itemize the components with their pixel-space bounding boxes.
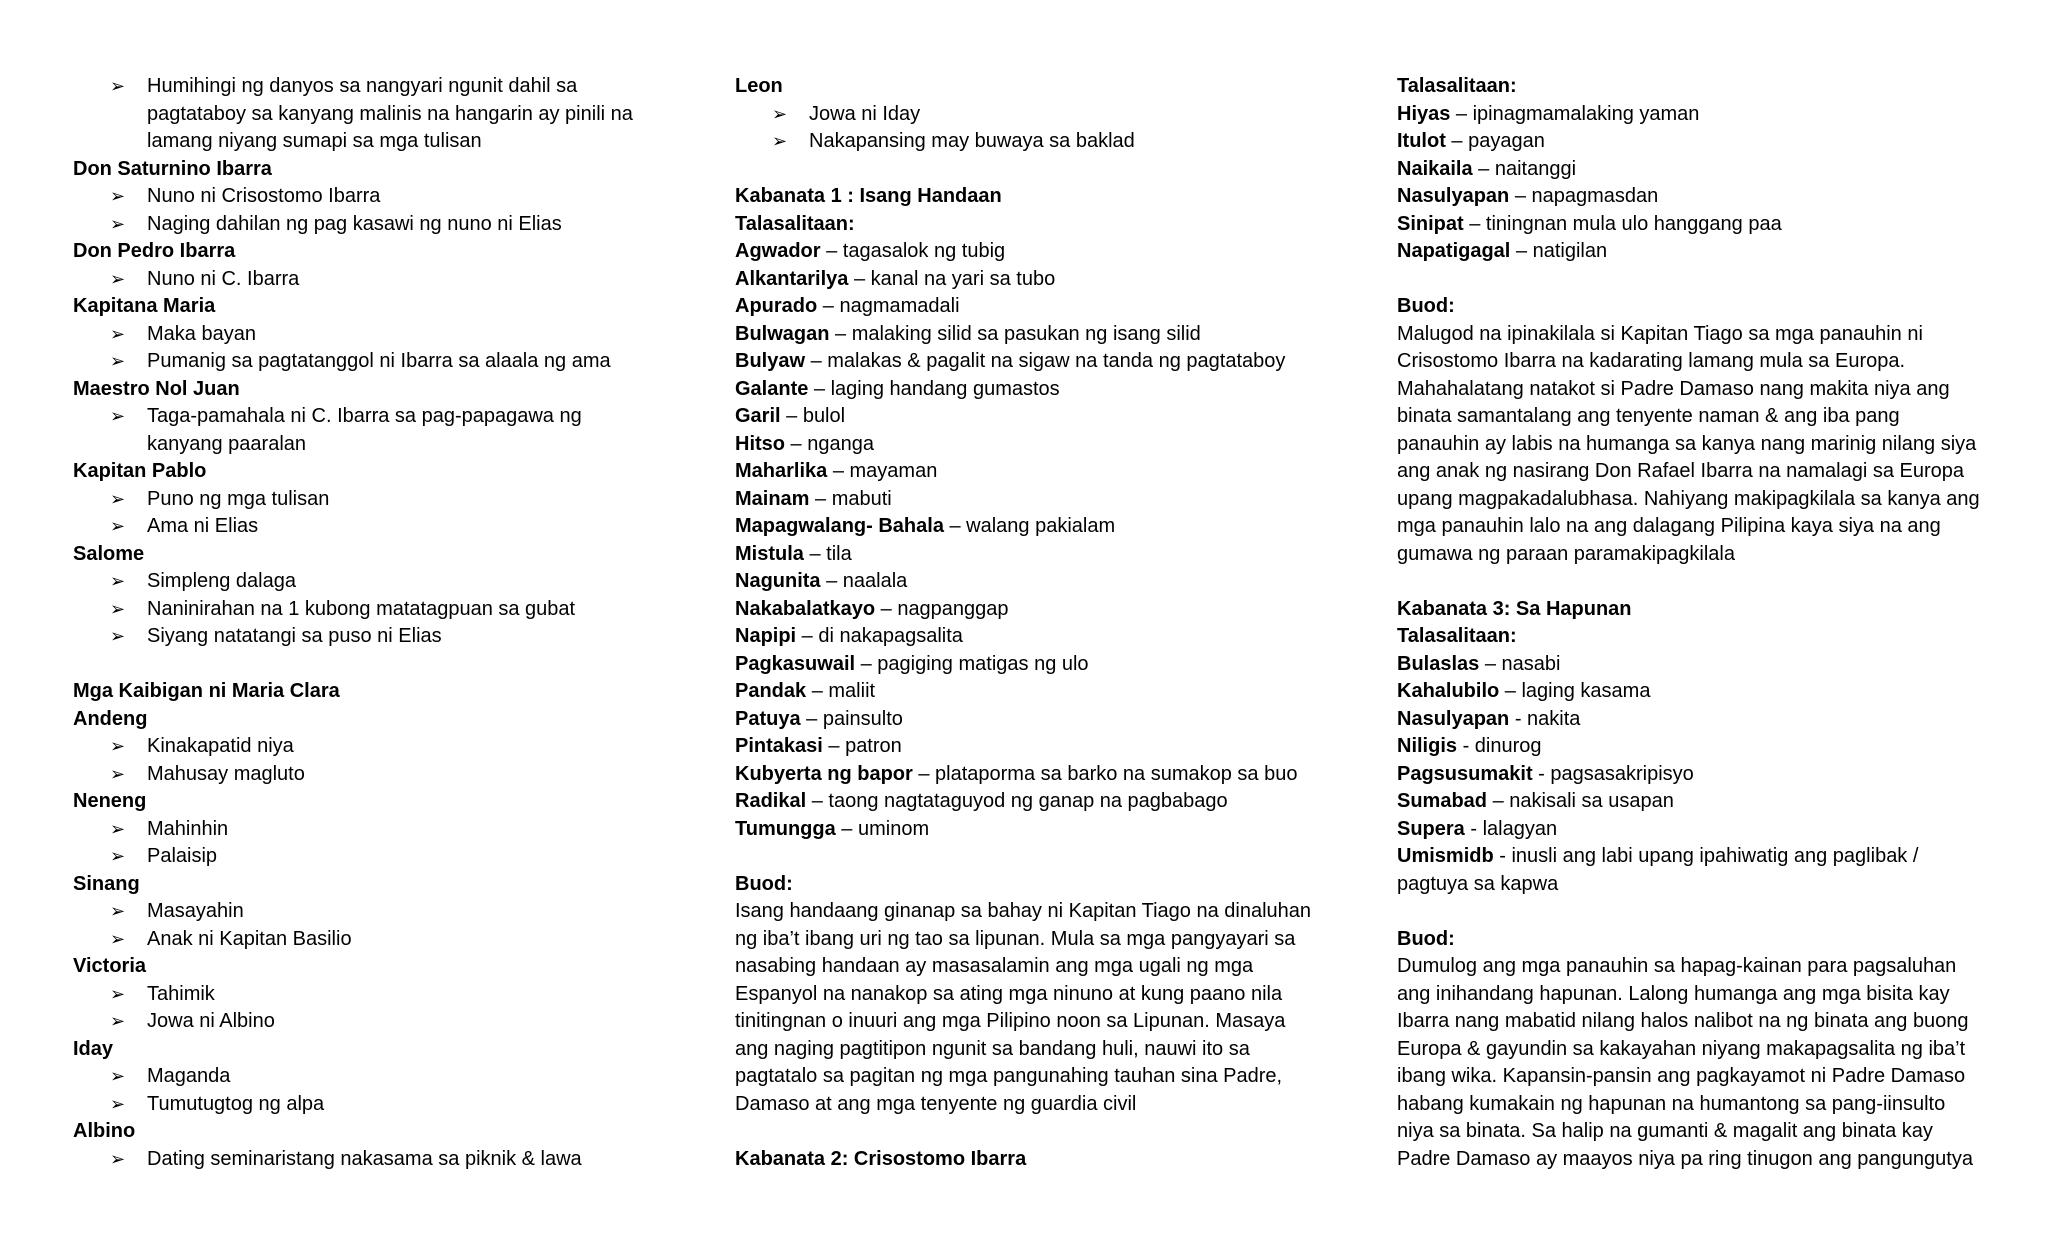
glossary-entry	[1397, 211, 1997, 239]
glossary-definition: – laging handang gumastos	[808, 377, 1060, 400]
glossary-entry	[1397, 156, 1997, 184]
bullet-item	[73, 596, 673, 624]
bullet-text-line: Mahusay magluto	[147, 762, 305, 785]
bullet-item	[73, 623, 673, 651]
glossary-term: Naikaila	[1397, 157, 1473, 180]
glossary-term: Galante	[735, 377, 809, 400]
glossary-term: Pagsusumakit	[1397, 762, 1533, 785]
bullet-item	[73, 1146, 673, 1174]
paragraph-line: niya sa binata. Sa halip na gumanti & magalit ang binata kay	[1397, 1120, 1933, 1142]
section-heading: Kapitan Pablo	[73, 460, 207, 482]
glossary-entry	[1397, 733, 1997, 761]
section-heading: Kapitana Maria	[73, 295, 216, 317]
glossary-definition: – tagasalok ng tubig	[820, 240, 1006, 262]
arrow-bullet-icon: ➢	[110, 186, 126, 206]
bullet-item	[73, 568, 673, 596]
glossary-definition: – napagmasdan	[1509, 185, 1659, 207]
glossary-definition: – naitanggi	[1472, 157, 1577, 180]
bullet-item	[73, 816, 673, 844]
glossary-term: Sinipat	[1397, 212, 1464, 235]
glossary-term: Alkantarilya	[735, 267, 849, 290]
section-heading: Mga Kaibigan ni Maria Clara	[73, 680, 340, 702]
bullet-text-line: lamang niyang sumapi sa mga tulisan	[147, 130, 482, 152]
section-heading: Don Saturnino Ibarra	[73, 157, 272, 180]
section-heading: Kabanata 1 : Isang Handaan	[735, 185, 1002, 207]
glossary-definition: – plataporma sa barko na sumakop sa buo	[912, 762, 1298, 785]
glossary-term: Bulwagan	[735, 322, 830, 345]
glossary-entry	[1397, 761, 1997, 789]
glossary-entry	[735, 431, 1335, 459]
glossary-term: Supera	[1397, 817, 1465, 840]
paragraph-line: tinitingnan o inuuri ang mga Pilipino noon sa Lipunan. Masaya	[735, 1010, 1286, 1032]
bullet-text-line: Siyang natatangi sa puso ni Elias	[147, 625, 442, 647]
glossary-entry	[735, 293, 1335, 321]
bullet-item	[73, 513, 673, 541]
glossary-term: Mistula	[735, 542, 804, 565]
bullet-text-line: Nuno ni Crisostomo Ibarra	[147, 185, 381, 207]
bullet-text-line: Jowa ni Iday	[809, 102, 921, 125]
bullet-item	[73, 1091, 673, 1119]
glossary-entry	[735, 486, 1335, 514]
paragraph-line: ibang wika. Kapansin-pansin ang pagkayamot ni Padre Damaso	[1397, 1065, 1966, 1087]
bullet-text-line: Nakapansing may buwaya sa baklad	[809, 130, 1135, 152]
glossary-definition: – taong nagtataguyod ng ganap na pagbabago	[806, 790, 1228, 812]
arrow-bullet-icon: ➢	[110, 928, 126, 949]
bullet-text-line: Dating seminaristang nakasama sa piknik & lawa	[147, 1147, 582, 1170]
section-heading: Talasalitaan:	[735, 212, 855, 235]
glossary-term: Sumabad	[1397, 790, 1488, 812]
glossary-definition: - pagsasakripisyo	[1532, 762, 1694, 785]
glossary-definition: – kanal na yari sa tubo	[848, 267, 1056, 290]
bullet-text-line: Anak ni Kapitan Basilio	[147, 927, 352, 950]
glossary-entry	[735, 788, 1335, 816]
glossary-entry	[1397, 706, 1997, 734]
glossary-definition: – payagan	[1445, 130, 1545, 152]
glossary-entry	[735, 678, 1335, 706]
section-heading: Salome	[73, 542, 145, 565]
section-heading: Maestro Nol Juan	[73, 377, 240, 400]
arrow-bullet-icon: ➢	[110, 268, 126, 289]
spacer	[1397, 568, 1997, 596]
bullet-text-line: Nuno ni C. Ibarra	[147, 267, 300, 290]
glossary-entry	[1397, 101, 1997, 129]
bullet-item	[735, 128, 1335, 156]
glossary-entry	[1397, 128, 1997, 156]
bullet-item	[73, 486, 673, 514]
bullet-text-line: Taga-pamahala ni C. Ibarra sa pag-papagawa ng	[147, 405, 582, 427]
glossary-definition: – laging kasama	[1499, 680, 1651, 702]
glossary-definition: – di nakapagsalita	[796, 625, 963, 647]
bullet-item	[73, 926, 673, 954]
section-heading: Don Pedro Ibarra	[73, 240, 236, 262]
glossary-entry	[735, 733, 1335, 761]
bullet-text-line: Maganda	[147, 1065, 231, 1087]
glossary-definition: – mayaman	[827, 460, 938, 482]
glossary-entry	[735, 541, 1335, 569]
glossary-definition: – nganga	[785, 432, 874, 455]
paragraph-line: upang magpakadalubhasa. Nahiyang makipagkilala sa kanya ang	[1397, 487, 1980, 510]
bullet-text-line: Naging dahilan ng pag kasawi ng nuno ni Elias	[147, 212, 562, 235]
glossary-term: Mainam	[735, 487, 810, 510]
glossary-entry	[735, 348, 1335, 376]
glossary-definition: – nagpanggap	[875, 597, 1009, 620]
bullet-text-line: pagtataboy sa kanyang malinis na hangarin ay pinili na	[147, 102, 633, 125]
glossary-term: Radikal	[735, 790, 807, 812]
bullet-text-line: Mahinhin	[147, 817, 229, 840]
bullet-item	[73, 321, 673, 349]
column-3	[1397, 73, 1997, 1173]
column-2	[735, 73, 1335, 1173]
glossary-definition: – nagmamadali	[817, 295, 960, 317]
glossary-entry	[1397, 816, 1997, 844]
paragraph-line: ng iba’t ibang uri ng tao sa lipunan. Mula sa mga pangyayari sa	[735, 927, 1296, 950]
bullet-text-line: Ama ni Elias	[147, 515, 259, 537]
glossary-definition: – ipinagmamalaking yaman	[1450, 102, 1700, 125]
arrow-bullet-icon: ➢	[110, 76, 126, 96]
bullet-text-line: Jowa ni Albino	[147, 1010, 275, 1032]
arrow-bullet-icon: ➢	[110, 351, 126, 371]
paragraph-line: Mahahalatang natakot si Padre Damaso nang makita niya ang	[1397, 377, 1950, 400]
glossary-definition: – mabuti	[809, 487, 892, 510]
arrow-bullet-icon: ➢	[110, 488, 126, 509]
glossary-term: Maharlika	[735, 460, 828, 482]
bullet-item	[735, 101, 1335, 129]
glossary-term: Hitso	[735, 432, 785, 455]
glossary-entry	[735, 816, 1335, 844]
glossary-definition: - nakita	[1509, 707, 1581, 730]
paragraph-line: Isang handaang ginanap sa bahay ni Kapitan Tiago na dinaluhan	[735, 900, 1312, 922]
paragraph-line: pagtatalo sa pagitan ng mga pangunahing tauhan sina Padre,	[735, 1065, 1283, 1087]
glossary-entry	[735, 623, 1335, 651]
arrow-bullet-icon: ➢	[110, 1011, 126, 1031]
paragraph-line: mga panauhin lalo na ang dalagang Pilipina kaya siya na ang	[1397, 515, 1941, 537]
glossary-term: Napipi	[735, 625, 797, 647]
spacer	[735, 843, 1335, 871]
bullet-item	[73, 266, 673, 294]
glossary-term: Apurado	[735, 295, 818, 317]
paragraph-line: habang kumakain ng hapunan na humantong sa pang-iinsulto	[1397, 1092, 1946, 1115]
glossary-entry	[1397, 788, 1997, 816]
section-heading: Sinang	[73, 872, 140, 895]
arrow-bullet-icon: ➢	[110, 516, 126, 536]
glossary-definition: – nakisali sa usapan	[1487, 790, 1674, 812]
glossary-term: Agwador	[735, 240, 821, 262]
arrow-bullet-icon: ➢	[110, 323, 126, 344]
glossary-term: Niligis	[1397, 735, 1458, 757]
arrow-bullet-icon: ➢	[110, 213, 126, 234]
arrow-bullet-icon: ➢	[110, 901, 126, 921]
bullet-item	[73, 73, 673, 156]
section-heading: Victoria	[73, 955, 146, 977]
glossary-definition: – nasabi	[1479, 652, 1561, 675]
bullet-text-line: Tahimik	[147, 982, 215, 1005]
glossary-entry	[1397, 183, 1997, 211]
glossary-entry	[1397, 238, 1997, 266]
glossary-entry	[735, 376, 1335, 404]
glossary-term: Pintakasi	[735, 735, 823, 757]
bullet-item	[73, 981, 673, 1009]
bullet-item	[73, 733, 673, 761]
glossary-term: Umismidb	[1397, 845, 1494, 867]
glossary-entry	[735, 761, 1335, 789]
bullet-item	[73, 843, 673, 871]
arrow-bullet-icon: ➢	[110, 1066, 126, 1086]
glossary-term: Garil	[735, 405, 781, 427]
glossary-definition: – malaking silid sa pasukan ng isang silid	[829, 322, 1201, 345]
glossary-definition: – malakas & pagalit na sigaw na tanda ng pagtataboy	[805, 350, 1286, 372]
bullet-item	[73, 211, 673, 239]
arrow-bullet-icon: ➢	[110, 1148, 126, 1169]
bullet-text-line: Simpleng dalaga	[147, 570, 296, 592]
glossary-entry	[1397, 651, 1997, 679]
glossary-definition: – bulol	[780, 405, 846, 427]
spacer	[1397, 266, 1997, 294]
paragraph-line: Damaso at ang mga tenyente ng guardia civil	[735, 1092, 1137, 1115]
glossary-definition: – naalala	[820, 570, 908, 592]
bullet-text-line: Puno ng mga tulisan	[147, 487, 330, 510]
paragraph-line: panauhin ay labis na humanga sa kanya nang marinig nilang siya	[1397, 432, 1977, 455]
bullet-text-line: Maka bayan	[147, 322, 256, 345]
glossary-term: Napatigagal	[1397, 240, 1511, 262]
glossary-term: Patuya	[735, 707, 801, 730]
glossary-definition: – maliit	[806, 680, 876, 702]
arrow-bullet-icon: ➢	[110, 1093, 126, 1114]
glossary-entry	[735, 321, 1335, 349]
section-heading: Neneng	[73, 790, 147, 812]
section-heading: Iday	[73, 1037, 114, 1060]
glossary-entry	[735, 238, 1335, 266]
paragraph-line: Espanyol na nanakop sa ating mga ninuno at kung paano nila	[735, 982, 1283, 1005]
arrow-bullet-icon: ➢	[110, 571, 126, 591]
glossary-definition: – painsulto	[800, 707, 903, 730]
glossary-entry	[735, 568, 1335, 596]
glossary-definition: - inusli ang labi upang ipahiwatig ang paglibak /	[1493, 845, 1919, 867]
bullet-text-line: Pumanig sa pagtatanggol ni Ibarra sa alaala ng ama	[147, 350, 611, 372]
spacer	[73, 651, 673, 679]
glossary-continuation: pagtuya sa kapwa	[1397, 872, 1559, 895]
glossary-term: Pandak	[735, 680, 807, 702]
section-heading: Andeng	[73, 707, 148, 730]
spacer	[1397, 898, 1997, 926]
bullet-item	[73, 761, 673, 789]
glossary-term: Bulaslas	[1397, 652, 1480, 675]
glossary-term: Mapagwalang- Bahala	[735, 515, 944, 537]
section-heading: Buod:	[1397, 295, 1455, 317]
bullet-text-line: Palaisip	[147, 845, 218, 867]
arrow-bullet-icon: ➢	[110, 598, 126, 619]
paragraph-line: Malugod na ipinakilala si Kapitan Tiago sa mga panauhin ni	[1397, 322, 1923, 345]
arrow-bullet-icon: ➢	[772, 103, 788, 124]
section-heading: Leon	[735, 75, 783, 97]
bullet-item	[73, 1008, 673, 1036]
bullet-item	[73, 1063, 673, 1091]
arrow-bullet-icon: ➢	[110, 736, 126, 756]
arrow-bullet-icon: ➢	[110, 406, 126, 426]
bullet-text-line: Kinakapatid niya	[147, 735, 294, 757]
paragraph-line: binata samantalang ang tenyente naman & ang iba pang	[1397, 405, 1900, 427]
glossary-term: Hiyas	[1397, 102, 1451, 125]
glossary-term: Bulyaw	[735, 350, 806, 372]
glossary-term: Nagunita	[735, 570, 821, 592]
glossary-entry	[735, 458, 1335, 486]
glossary-entry	[735, 266, 1335, 294]
section-heading: Buod:	[735, 872, 793, 895]
glossary-entry	[735, 596, 1335, 624]
glossary-definition: – uminom	[835, 817, 930, 840]
paragraph-line: nasabing handaan ay masasalamin ang mga ugali ng mga	[735, 955, 1254, 977]
glossary-definition: – patron	[822, 735, 902, 757]
paragraph-line: Crisostomo Ibarra na kadarating lamang mula sa Europa.	[1397, 350, 1906, 372]
glossary-definition: - lalagyan	[1464, 817, 1558, 840]
glossary-entry	[735, 513, 1335, 541]
section-heading: Talasalitaan:	[1397, 625, 1517, 647]
spacer	[735, 156, 1335, 184]
glossary-entry	[1397, 678, 1997, 706]
paragraph-line: Dumulog ang mga panauhin sa hapag-kainan para pagsaluhan	[1397, 955, 1957, 977]
glossary-term: Itulot	[1397, 130, 1446, 152]
bullet-item	[73, 403, 673, 458]
glossary-term: Pagkasuwail	[735, 652, 856, 675]
arrow-bullet-icon: ➢	[110, 846, 126, 866]
bullet-item	[73, 898, 673, 926]
arrow-bullet-icon: ➢	[110, 763, 126, 784]
column-1	[73, 73, 673, 1173]
paragraph-line: Europa & gayundin sa kakayahan niyang makapagsalita ng iba’t	[1397, 1037, 1966, 1060]
section-heading: Albino	[73, 1120, 136, 1142]
glossary-entry	[735, 403, 1335, 431]
glossary-definition: – walang pakialam	[943, 515, 1116, 537]
paragraph-line: Ibarra nang mabatid nilang halos nalibot na ng binata ang buong	[1397, 1010, 1969, 1032]
section-heading: Kabanata 2: Crisostomo Ibarra	[735, 1147, 1027, 1170]
glossary-definition: – pagiging matigas ng ulo	[855, 652, 1089, 675]
glossary-term: Nakabalatkayo	[735, 597, 876, 620]
arrow-bullet-icon: ➢	[110, 626, 126, 646]
arrow-bullet-icon: ➢	[110, 818, 126, 839]
glossary-term: Tumungga	[735, 817, 836, 840]
paragraph-line: ang inihandang hapunan. Lalong humanga ang mga bisita kay	[1397, 982, 1950, 1005]
section-heading: Talasalitaan:	[1397, 75, 1517, 97]
glossary-term: Nasulyapan	[1397, 185, 1510, 207]
arrow-bullet-icon: ➢	[772, 131, 788, 151]
glossary-term: Nasulyapan	[1397, 707, 1510, 730]
section-heading: Buod:	[1397, 927, 1455, 950]
arrow-bullet-icon: ➢	[110, 983, 126, 1004]
bullet-item	[73, 183, 673, 211]
glossary-definition: – tila	[803, 542, 852, 565]
bullet-text-line: Masayahin	[147, 900, 244, 922]
glossary-definition: – natigilan	[1510, 240, 1608, 262]
paragraph-line: ang anak ng nasirang Don Rafael Ibarra na namalagi sa Europa	[1397, 460, 1965, 482]
glossary-definition: - dinurog	[1457, 735, 1542, 757]
bullet-item	[73, 348, 673, 376]
glossary-term: Kahalubilo	[1397, 680, 1500, 702]
glossary-entry	[735, 706, 1335, 734]
bullet-text-line: Humihingi ng danyos sa nangyari ngunit dahil sa	[147, 75, 578, 97]
bullet-text-line: Tumutugtog ng alpa	[147, 1092, 325, 1115]
section-heading: Kabanata 3: Sa Hapunan	[1397, 597, 1632, 620]
glossary-entry	[735, 651, 1335, 679]
glossary-term: Kubyerta ng bapor	[735, 762, 913, 785]
glossary-definition: – tiningnan mula ulo hanggang paa	[1463, 212, 1782, 235]
glossary-entry	[1397, 843, 1997, 871]
bullet-text-line: kanyang paaralan	[147, 432, 307, 455]
paragraph-line: ang naging pagtitipon ngunit sa bandang huli, nauwi ito sa	[735, 1037, 1250, 1060]
paragraph-line: gumawa ng paraan paramakipagkilala	[1397, 542, 1735, 565]
bullet-text-line: Naninirahan na 1 kubong matatagpuan sa gubat	[147, 597, 576, 620]
spacer	[735, 1118, 1335, 1146]
paragraph-line: Padre Damaso ay maayos niya pa ring tinugon ang pangungutya	[1397, 1147, 1973, 1170]
